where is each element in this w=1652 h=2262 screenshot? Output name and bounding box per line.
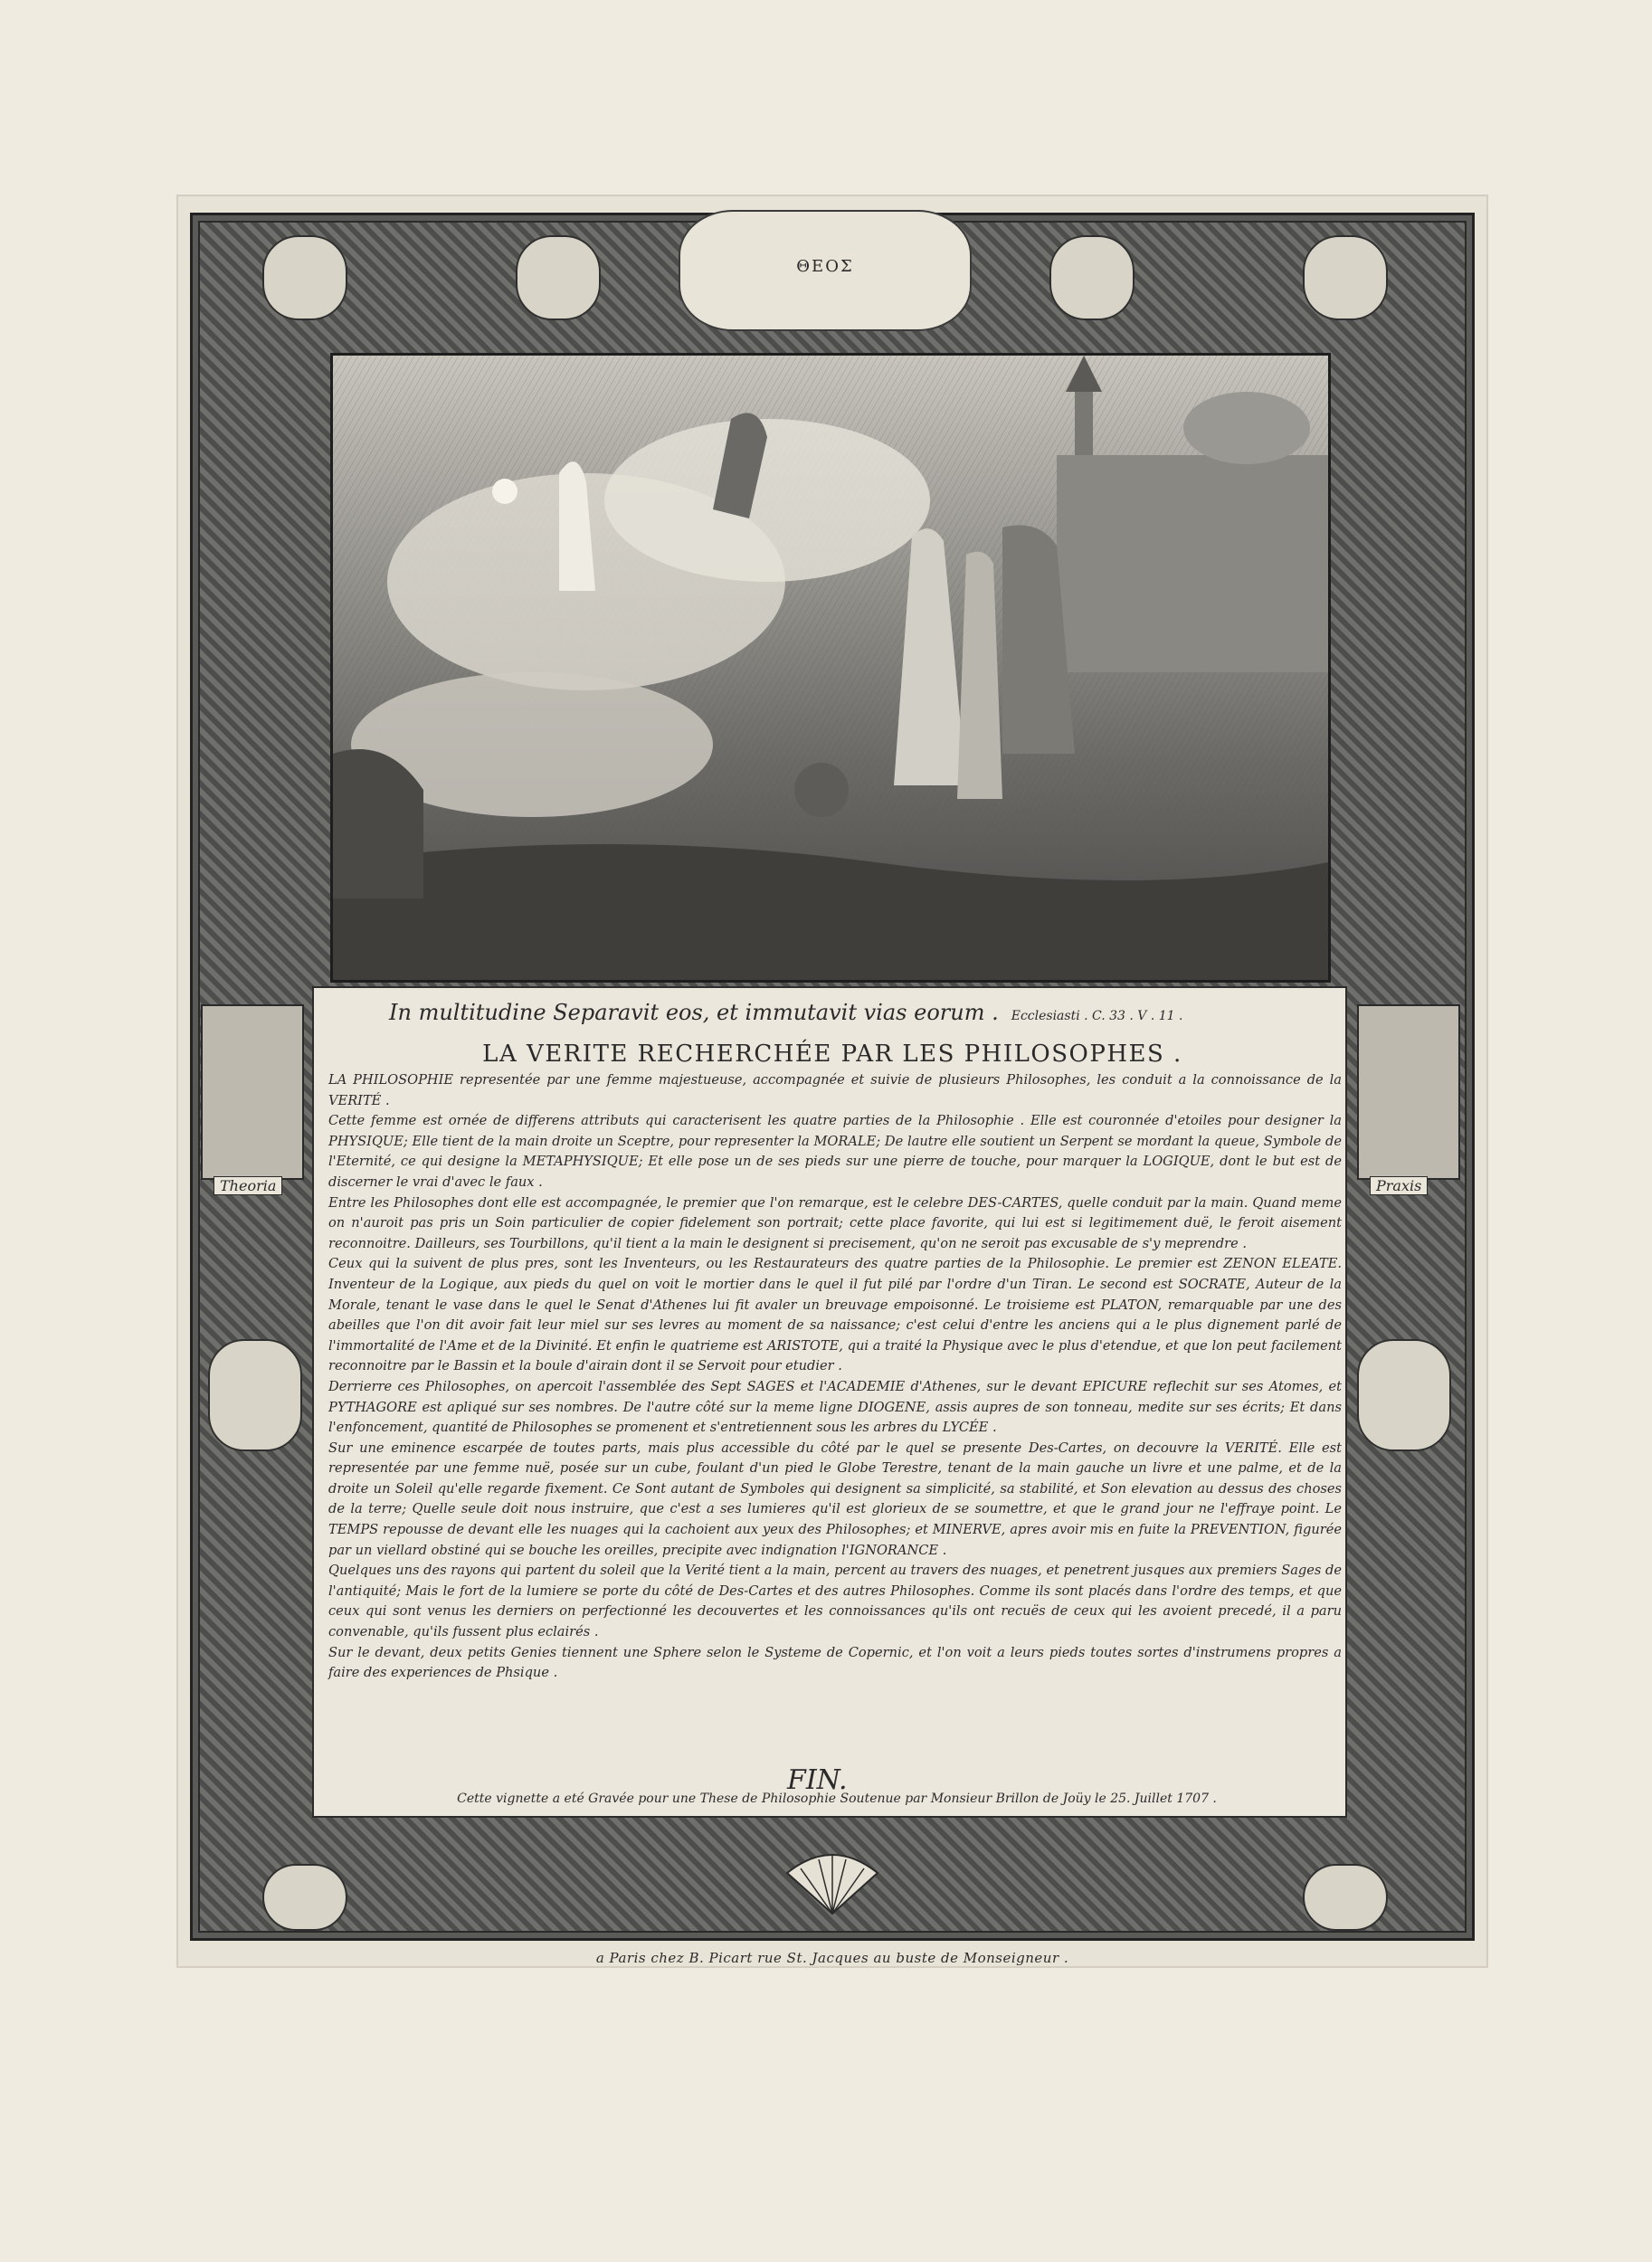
rosette-ornament (1049, 235, 1135, 320)
plate-title: LA VERITE RECHERCHÉE PAR LES PHILOSOPHES . (482, 1041, 1182, 1068)
cloud (604, 419, 930, 582)
paragraph: Cette femme est ornée de differens attributs qui caracterisent les quatre parties de la Philosophie . Elle est couronnée d'etoiles pour designer la PHYSIQUE; Elle tient de la main droite un Sceptre, pour representer la MORALE; De lautre elle soutient un Serpent se mordant la queue, Symbole de l'Eternité, ce qui designe la METAPHYSIQUE; Et elle pose un de ses pieds sur une pierre de touche, pour marquer la LOGIQUE, dont le but est de discerner le vrai d'avec le faux . (328, 1113, 1342, 1190)
paragraph: LA PHILOSOPHIE representée par une femme majestueuse, accompagnée et suivie de plusieurs Philosophes, les conduit a la connoissance de la VERITÉ . (328, 1072, 1342, 1108)
temple (1057, 455, 1328, 672)
praxis-label: Praxis (1370, 1176, 1428, 1195)
paragraph: Ceux qui la suivent de plus pres, sont les Inventeurs, ou les Restaurateurs des quatre parties de la Philosophie. Le premier est ZENON ELEATE. Inventeur de la Logique, aux pieds du quel on voit le mortier dans le quel il fut pilé par l'ordre d'un Tiran. Le second est SOCRATE, Auteur de la Morale, tenant le vase dans le quel le Senat d'Athenes lui fit avaler un breuvage empoisonné. Le troisieme est PLATON, remarquable par une des abeilles que l'on dit avoir fait leur miel sur ses levres au moment de sa naissance; c'est celui d'entre les anciens qui a le plus dignement parlé de l'immortalité de l'Ame et de la Divinité. Et enfin le quatrieme est ARISTOTE, qui a traité la Physique avec le plus d'etendue, et que lon peut facilement reconnoitre par le Bassin et la boule d'airain dont il se Servoit pour etudier . (328, 1256, 1342, 1374)
paragraph: Sur le devant, deux petits Genies tiennent une Sphere selon le Systeme de Copernic, et l'on voit a leurs pieds toutes sortes d'instrumens propres a faire des experiences de Phsique . (328, 1644, 1342, 1681)
motto (389, 1000, 1182, 1025)
theoria-label: Theoria (214, 1176, 282, 1195)
rosette-ornament (208, 1339, 302, 1451)
theoria-figure (201, 1004, 304, 1180)
paragraph: Sur une eminence escarpée de toutes parts, mais plus accessible du côté par le quel se presente Des-Cartes, on decouvre la VERITÉ. Elle est representée par une femme nuë, posée sur un cube, foulant d'un pied le Globe Terestre, tenant de la main gauche un livre et une palme, et de la droite un Soleil qu'elle regarde fixement. Ce Sont autant de Symboles qui designent sa simplicité, sa stabilité, et Son elevation au dessus des choses de la terre; Quelle seule doit nous instruire, que c'est a ses lumieres qu'il est glorieux de se soumettre, et que le grand jour ne l'effraye point. Le TEMPS repousse de devant elle les nuages qui la cachoient aux yeux des Philosophes; et MINERVE, apres avoir mis en fuite la PREVENTION, figurée par un viellard obstiné qui se bouche les oreilles, precipite avec indignation l'IGNORANCE . (328, 1440, 1342, 1558)
scallop-shell-ornament (783, 1846, 882, 1918)
cartouche-inscription: ΘΕΟΣ (796, 257, 854, 276)
rosette-ornament (1357, 1339, 1451, 1451)
rosette-ornament (262, 235, 347, 320)
dedication: Cette vignette a eté Gravée pour une These de Philosophie Soutenue par Monsieur Brillon de Joüy le 25. Juillet 1707 . (457, 1792, 1217, 1806)
praxis-figure (1357, 1004, 1460, 1180)
rosette-ornament (1303, 1864, 1388, 1931)
armillary-sphere (794, 763, 849, 817)
sun (492, 479, 517, 504)
publisher-line: a Paris chez B. Picart rue St. Jacques au buste de Monseigneur . (595, 1950, 1069, 1966)
dome (1183, 392, 1310, 464)
paragraph: Derrierre ces Philosophes, on apercoit l'assemblée des Sept SAGES et l'ACADEMIE d'Athenes, sur le devant EPICURE reflechit sur ses Atomes, et PYTHAGORE est apliqué sur ses nombres. De l'autre côté sur la meme ligne DIOGENE, assis aupres de son tonneau, medite sur ses écrits; Et dans l'enfoncement, quantité de Philosophes se promenent et s'entretiennent sous les arbres du LYCÉE . (328, 1378, 1342, 1436)
rosette-ornament (1303, 235, 1388, 320)
motto-text: In multitudine Separavit eos, et immutavit vias eorum . (389, 1000, 999, 1025)
paragraph: Quelques uns des rayons qui partent du soleil que la Verité tient a la main, percent au travers des nuages, et penetrent jusques aux premiers Sages de l'antiquité; Mais le fort de la lumiere se porte du côté de Des-Cartes et des autres Philosophes. Comme ils sont placés dans l'ordre des temps, et que ceux qui sont venus les derniers on perfectionné les decouvertes et les connoissances qu'ils ont recuës de ceux qui les avoient precedé, il a paru convenable, qu'ils fussent plus eclairés . (328, 1563, 1342, 1640)
motto-reference: Ecclesiasti . C. 33 . V . 11 . (1011, 1009, 1183, 1023)
scene-illustration (333, 356, 1328, 980)
engraved-scene (330, 353, 1331, 983)
cloud-cartouche (679, 210, 972, 331)
rosette-ornament (262, 1864, 347, 1931)
rosette-ornament (516, 235, 601, 320)
description-text (328, 1070, 1342, 1684)
fin-mark: FIN. (787, 1764, 848, 1796)
paragraph: Entre les Philosophes dont elle est accompagnée, le premier que l'on remarque, est le celebre DES-CARTES, quelle conduit par la main. Quand meme on n'auroit pas pris un Soin particulier de copier fidelement son portrait; cette place favorite, qui lui est si legitimement duë, le feroit aisement reconnoitre. Dailleurs, ses Tourbillons, qu'il tient a la main le designent si precisement, qu'on ne seroit pas excusable de s'y meprendre . (328, 1194, 1342, 1251)
